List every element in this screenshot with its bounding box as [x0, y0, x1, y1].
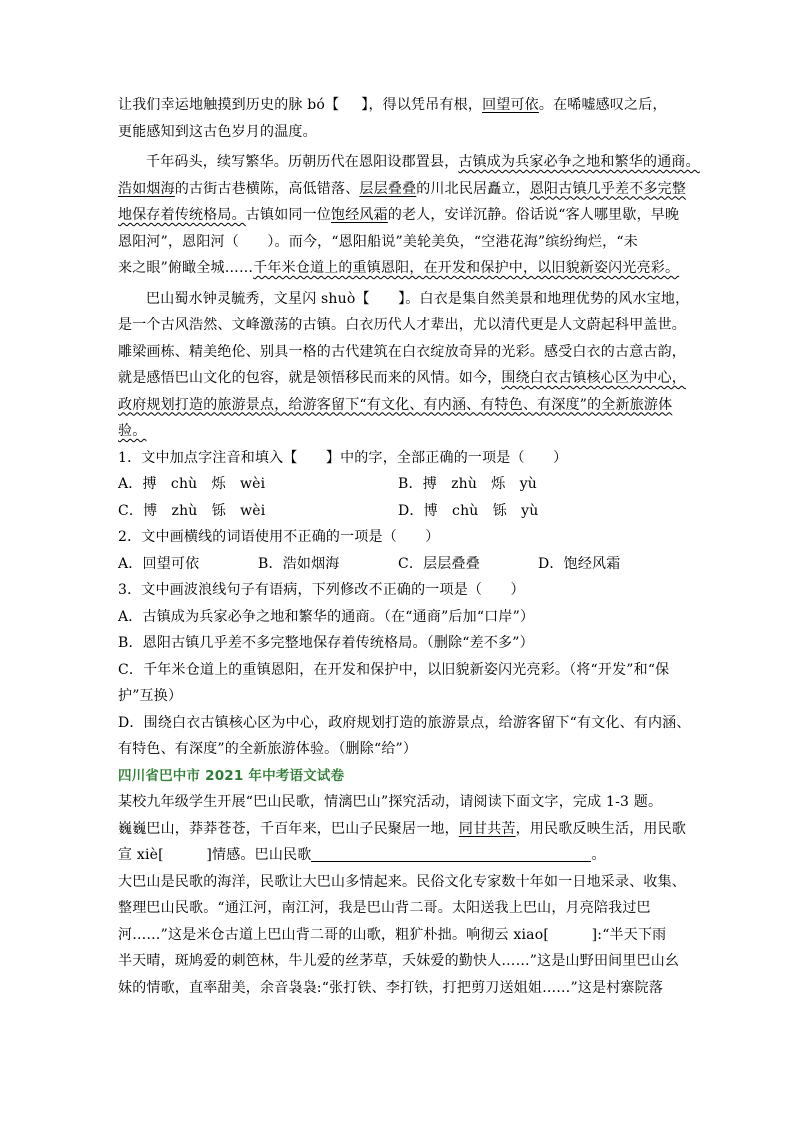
section2-line3: [118, 842, 680, 869]
q2-option-a[interactable]: A．回望可依: [118, 555, 200, 572]
q3-option-a[interactable]: A．古镇成为兵家必争之地和繁华的通商。（在“通商”后加“口岸”）: [118, 608, 535, 625]
q1-options-row1: [118, 471, 680, 498]
passage1-p2-line2: [118, 176, 687, 203]
q2-options: [118, 551, 680, 578]
q1-option-a[interactable]: A．搏 chù 烁 wèi: [118, 476, 266, 492]
section2-line6: 河……”这是米仓古道上巴山背二哥的山歌，粗犷朴拙。响彻云 xiao[ ]:“半天下雨: [118, 926, 667, 943]
q3-option-d[interactable]: D．围绕白衣古镇核心区为中心，政府规划打造的旅游景点，给游客留下“有文化、有内涵、: [118, 714, 691, 731]
q1-stem: 1．文中加点字注音和填入【 】中的字，全部正确的一项是（ ）: [118, 449, 568, 466]
text-span: 来之眼”俯瞰全城……: [118, 260, 254, 276]
passage1-line2: 更能感知到这古色岁月的温度。: [118, 123, 317, 140]
section2-line5: 整理巴山民歌。“通江河，南江河，我是巴山背二哥。太阳送我上巴山，月亮陪我过巴: [118, 900, 651, 916]
passage1-p3-line4: [118, 365, 687, 392]
q3-option-d-cont: 有特色、有深度”的全新旅游体验。（删除“给”）: [118, 741, 418, 757]
underlined-term-baojingfengshuang: 饱经风霜: [331, 207, 388, 223]
text-span: 的古街古巷横陈，高低错落、: [174, 180, 360, 197]
text-span: 巍巍巴山，莽莽苍苍，千百年来，巴山子民聚居一地，: [118, 820, 459, 837]
q2-option-b[interactable]: B．浩如烟海: [258, 555, 340, 572]
q3-option-c[interactable]: C．千年米仓道上的重镇恩阳，在开发和保护中，以旧貌新姿闪光亮彩。（将“开发”和“保: [118, 661, 670, 678]
underlined-term-cengcengdiedie: 层层叠叠: [359, 180, 417, 197]
q2-stem: 2．文中画横线的词语使用不正确的一项是（ ）: [118, 529, 440, 545]
section2-line7: 半天晴，斑鸠爱的刺笆林，牛儿爱的丝茅草，夭妹爱的勤快人……”这是山野田间里巴山幺: [118, 953, 680, 969]
passage1-p2-line4: 恩阳河”，恩阳河（ ）。而今，“恩阳船说”美轮美奂，“空港花海”缤纷绚烂，“未: [118, 233, 638, 250]
wavy-sentence-c: 千年米仓道上的重镇恩阳，在开发和保护中，以旧貌新姿闪光亮彩。: [253, 260, 680, 276]
text-span: 的川北民居矗立，: [416, 180, 530, 197]
wavy-sentence-b: 恩阳古镇几乎差不多完整: [529, 180, 687, 197]
section2-line2: [118, 816, 687, 843]
text-span: 。: [591, 847, 606, 863]
text-span: 千年码头，续写繁华。历朝历代在恩阳设郡置县，: [146, 154, 459, 170]
text-span: 让我们幸运地触摸到历史的脉 bó【: [118, 97, 340, 113]
passage1-p2-line1: [118, 149, 700, 176]
q3-option-c-cont: 护”互换）: [118, 688, 183, 704]
text-span: ，用民歌反映生活，用民歌: [515, 820, 687, 837]
passage1-p3-line5: [118, 392, 680, 419]
q3-stem: 3．文中画波浪线句子有语病，下列修改不正确的一项是（ ）: [118, 582, 525, 598]
wavy-sentence-b-end: 地保存着传统格局。: [118, 207, 246, 223]
section2-heading: 四川省巴中市 2021 年中考语文试卷: [118, 767, 345, 784]
text-span: 的老人，安详沉静。俗话说“客人哪里歇，早晚: [387, 207, 680, 223]
q1-option-b[interactable]: B．搏 zhù 烁 yù: [398, 476, 538, 492]
section2-line8: 妹的情歌，直率甜美，余音袅袅:“张打铁、李打铁，打把剪刀送姐姐……”这是村寨院落: [118, 979, 664, 996]
wavy-sentence-d-cont: 政府规划打造的旅游景点，给游客留下“有文化、有内涵、有特色、有深度”的全新旅游体: [118, 396, 673, 413]
section2-line4: 大巴山是民歌的海洋，民歌让大巴山多情起来。民俗文化专家数十年如一日地采录、收集、: [118, 873, 686, 890]
wavy-sentence-a: 古镇成为兵家必争之地和繁华的通商。: [458, 154, 700, 170]
document-page: [118, 92, 700, 1001]
text-span: 古镇如同一位: [245, 207, 332, 223]
passage1-p2-line5: [118, 255, 680, 282]
underlined-term-haoruyanhai: 浩如烟海: [118, 180, 175, 197]
underlined-term-tonggangongku: 同甘共苦: [458, 820, 516, 837]
text-span: 就是感悟巴山文化的包容，就是领悟移民而来的风情。如今，: [118, 370, 502, 386]
text-span: 。在唏嘘感叹之后，: [538, 97, 667, 113]
fill-in-blank[interactable]: [311, 847, 591, 862]
section2-intro: 某校九年级学生开展“巴山民歌，情漓巴山”探究活动，请阅读下面文字，完成 1-3 题。: [118, 794, 663, 810]
passage1-p2-line3: [118, 202, 680, 229]
q1-options-row2: [118, 498, 680, 525]
passage1-p3-line3: 雕梁画栋、精美绝伦、别具一格的古代建筑在白衣绽放奇异的光彩。感受白衣的古意古韵，: [118, 343, 686, 360]
q1-option-c[interactable]: C．博 zhù 铄 wèi: [118, 502, 266, 519]
text-span: 宣 xiè[ ]情感。巴山民歌: [118, 847, 312, 863]
passage1-line1: [118, 92, 680, 119]
q1-option-d[interactable]: D．博 chù 铄 yù: [398, 502, 539, 519]
passage1-p3-line1: 巴山蜀水钟灵毓秀，文星闪 shuò【 】。白衣是集自然美景和地理优势的风水宝地，: [146, 290, 690, 307]
passage1-p3-line6: [118, 418, 680, 445]
q2-option-c[interactable]: C．层层叠叠: [398, 555, 480, 572]
q3-option-b[interactable]: B．恩阳古镇几乎差不多完整地保存着传统格局。（删除“差不多”）: [118, 635, 534, 651]
passage1-p3-line2: 是一个古风浩然、文峰激荡的古镇。白衣历代人才辈出，尤以清代更是人文蔚起科甲盖世。: [118, 317, 686, 333]
underlined-term-huiwangkeyi: 回望可依: [482, 97, 539, 113]
text-span: 】，得以凭吊有根，: [361, 97, 483, 113]
q2-option-d[interactable]: D．饱经风霜: [538, 555, 621, 572]
wavy-sentence-d: 围绕白衣古镇核心区为中心，: [501, 370, 687, 386]
wavy-sentence-d-end: 验。: [118, 423, 147, 439]
